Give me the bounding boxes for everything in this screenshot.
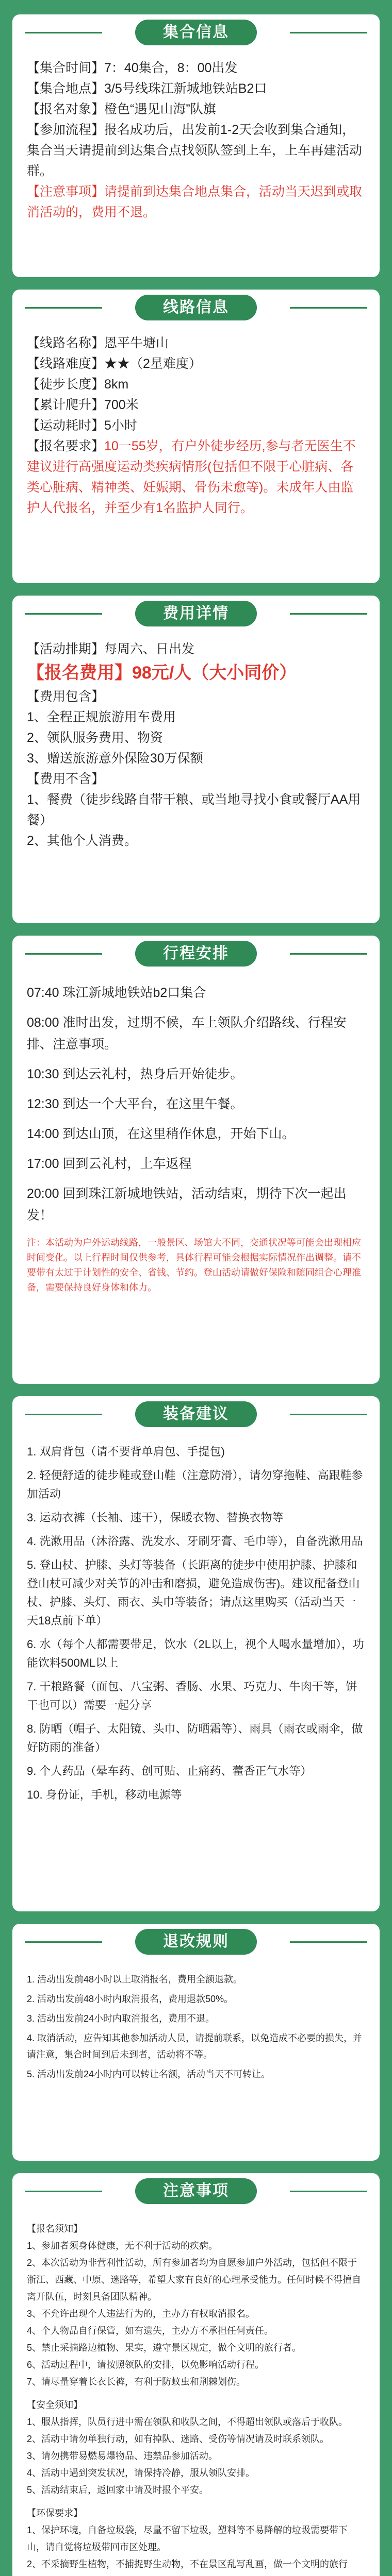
itinerary-item: 20:00 回到珠江新城地铁站，活动结束，期待下次一起出发！ xyxy=(27,1187,347,1223)
notes-block-head: 【安全须知】 xyxy=(27,2400,83,2410)
gather-line: 【参加流程】报名成功后，出发前1-2天会收到集合通知，集合当天请提前到达集合点找领队签到上车，上车再建活动群。 xyxy=(27,123,363,178)
refund-header xyxy=(12,1924,380,1960)
gear-item: 2. 轻便舒适的徒步鞋或登山鞋（注意防滑），请勿穿拖鞋、高跟鞋参加活动 xyxy=(27,1469,363,1500)
fees-excluded-item: 1、餐费（徒步线路自带干粮、或当地寻找小食或餐厅AA用餐） xyxy=(27,792,361,827)
itinerary-item: 08:00 准时出发，过期不候，车上领队介绍路线、行程安排、注意事项。 xyxy=(27,1015,347,1052)
fees-title: 费用详情 xyxy=(135,601,257,626)
notes-line: 3、不允许出现个人违法行为的，主办方有权取消报名。 xyxy=(27,2309,255,2319)
refund-item: 4. 取消活动，应告知其他参加活动人员，请提前联系，以免造成不必要的损失，并请注意，集合时间到后未到者，活动将不等。 xyxy=(27,2033,363,2060)
notes-line: 1、保护环境，自备垃圾袋，尽量不留下垃圾，塑料等不易降解的垃圾需要带下山，请自觉将垃圾带回市区处理。 xyxy=(27,2525,348,2552)
notes-line: 3、请勿携带易燃易爆物品、违禁品参加活动。 xyxy=(27,2451,218,2461)
itinerary-item: 07:40 珠江新城地铁站b2口集合 xyxy=(27,986,206,1000)
route-line: 【线路名称】恩平牛塘山 xyxy=(27,336,169,350)
gear-item: 5. 登山杖、护膝、头灯等装备（长距离的徒步中使用护膝、护膝和登山杖可减少对关节的冲击和磨损，避免造成伤害)。建议配备登山杖、护膝、头灯、雨衣、头巾等装备；请点这里购买（活动当天一天18点前下单） xyxy=(27,1558,360,1627)
fees-price: 【报名费用】98元/人（大小同价） xyxy=(27,663,297,683)
gear-item: 10. 身份证，手机，移动电源等 xyxy=(27,1788,182,1801)
fees-excluded-item: 2、其他个人消费。 xyxy=(27,834,137,848)
gear-item: 8. 防晒（帽子、太阳镜、头巾、防晒霜等）、雨具（雨衣或雨伞，做好防雨的准备） xyxy=(27,1722,363,1754)
refund-item: 1. 活动出发前48小时以上取消报名，费用全额退款。 xyxy=(27,1974,243,1985)
route-line: 【运动耗时】5小时 xyxy=(27,418,137,433)
fees-included-item: 2、领队服务费用、物资 xyxy=(27,731,163,745)
route-title: 线路信息 xyxy=(135,295,257,320)
fees-included-label: 【费用包含】 xyxy=(27,689,105,704)
notes-title: 注意事项 xyxy=(135,2178,257,2204)
gather-header xyxy=(12,14,380,50)
notes-line: 6、活动过程中，请按照领队的安排，以免影响活动行程。 xyxy=(27,2360,265,2370)
notes-line: 5、活动结束后，返回家中请及时报个平安。 xyxy=(27,2485,209,2495)
refund-item: 2. 活动出发前48小时内取消报名，费用退款50%。 xyxy=(27,1994,234,2004)
route-requirement-label: 【报名要求】 xyxy=(27,439,105,453)
gather-card xyxy=(12,14,380,277)
route-header xyxy=(12,290,380,326)
gear-item: 6. 水（每个人都需要带足，饮水（2L以上，视个人喝水量增加），功能饮料500ML以上 xyxy=(27,1638,364,1669)
gear-item: 4. 洗漱用品（沐浴露、洗发水、牙刷牙膏、毛巾等），自备洗漱用品 xyxy=(27,1535,363,1548)
notes-line: 2、活动中请勿单独行动，如有掉队、迷路、受伤等情况请及时联系领队。 xyxy=(27,2434,330,2444)
notes-header xyxy=(12,2173,380,2209)
notes-line: 2、本次活动为非营利性活动，所有参加者均为自愿参加户外活动，包括但不限于浙江、西藏、中原、迷路等，希望大家有良好的心理承受能力。任何时候不得擅自离开队伍，时刻具备团队精神。 xyxy=(27,2258,361,2302)
notes-line: 5、禁止采摘路边植物、果实，遵守景区规定，做个文明的旅行者。 xyxy=(27,2343,302,2353)
notes-card xyxy=(12,2173,380,2576)
notes-line: 7、请尽量穿着长衣长裤，有利于防蚊虫和荆棘划伤。 xyxy=(27,2377,246,2387)
refund-card xyxy=(12,1924,380,2161)
gear-item: 3. 运动衣裤（长袖、速干），保暖衣物、替换衣物等 xyxy=(27,1511,284,1524)
gear-item: 9. 个人药品（晕车药、创可贴、止痛药、藿香正气水等） xyxy=(27,1765,312,1777)
gear-item: 1. 双肩背包（请不要背单肩包、手提包) xyxy=(27,1445,225,1458)
notes-line: 1、参加者须身体健康，无不利于活动的疾病。 xyxy=(27,2241,218,2251)
fees-excluded-label: 【费用不含】 xyxy=(27,772,105,786)
notes-block-head: 【报名须知】 xyxy=(27,2224,83,2234)
itinerary-item: 17:00 回到云礼村，上车返程 xyxy=(27,1157,192,1171)
itinerary-item: 12:30 到达一个大平台，在这里午餐。 xyxy=(27,1097,243,1111)
gear-header xyxy=(12,1396,380,1432)
route-requirement xyxy=(27,436,365,518)
notes-line: 2、不采摘野生植物，不捕捉野生动物，不在景区乱写乱画，做一个文明的旅行 xyxy=(27,2559,348,2569)
refund-title: 退改规则 xyxy=(135,1929,257,1955)
fees-included-item: 3、赠送旅游意外保险30万保额 xyxy=(27,751,203,766)
gather-line: 【集合地点】3/5号线珠江新城地铁站B2口 xyxy=(27,81,267,96)
gather-line: 【报名对象】橙色“遇见山海”队旗 xyxy=(27,102,216,116)
notes-line: 4、个人物品自行保管，如有遗失，主办方不承担任何责任。 xyxy=(27,2326,274,2336)
itinerary-footnote: 注：本活动为户外运动线路，一般景区、场馆大不同，交通状况等可能会出现相应时间变化。以上行程时间仅供参考，具体行程可能会根据实际情况作出调整。请不要带有太过于计划性的安全、省钱、节约。登山活动请做好保险和随同组合心理准备，需要保持良好身体和体力。 xyxy=(27,1238,361,1293)
notes-line: 1、服从指挥，队员行进中需在领队和收队之间，不得超出领队或落后于收队。 xyxy=(27,2417,348,2427)
gather-note: 【注意事项】请提前到达集合地点集合，活动当天迟到或取消活动的，费用不退。 xyxy=(27,184,363,219)
route-line: 【线路难度】★★（2星难度） xyxy=(27,357,202,371)
fees-included-item: 1、全程正规旅游用车费用 xyxy=(27,710,176,724)
fees-header xyxy=(12,596,380,632)
gather-title: 集合信息 xyxy=(135,20,257,45)
route-requirement-text: 10一55岁，有户外徒步经历,参与者无医生不建议进行高强度运动类疾病情形(包括但不限于心脏病、各类心脏病、精神类、妊娠期、骨伤未愈等)。未成年人由监护人代报名，并至少有1名监护人同行。 xyxy=(27,439,356,515)
notes-block-head: 【环保要求】 xyxy=(27,2508,83,2518)
gear-title: 装备建议 xyxy=(135,1401,257,1427)
gear-card xyxy=(12,1396,380,1911)
itinerary-item: 10:30 到达云礼村，热身后开始徒步。 xyxy=(27,1067,243,1081)
itinerary-title: 行程安排 xyxy=(135,941,257,967)
fees-card xyxy=(12,596,380,923)
itinerary-card xyxy=(12,936,380,1384)
refund-item: 3. 活动出发前24小时内取消报名，费用不退。 xyxy=(27,2013,215,2024)
notes-line: 4、活动中遇到突发状况，请保持冷静，服从领队安排。 xyxy=(27,2468,255,2478)
refund-item: 5. 活动出发前24小时内可以转让名额，活动当天不可转让。 xyxy=(27,2069,271,2079)
route-line: 【徒步长度】8km xyxy=(27,377,129,392)
itinerary-header xyxy=(12,936,380,972)
itinerary-item: 14:00 到达山顶，在这里稍作休息，开始下山。 xyxy=(27,1127,295,1141)
route-card xyxy=(12,290,380,583)
gather-line: 【集合时间】7：40集合，8：00出发 xyxy=(27,61,238,75)
fees-schedule: 【活动排期】每周六、日出发 xyxy=(27,642,195,656)
route-line: 【累计爬升】700米 xyxy=(27,398,139,412)
gear-item: 7. 干粮路餐（面包、八宝粥、香肠、水果、巧克力、牛肉干等，饼干也可以）需要一起分享 xyxy=(27,1680,357,1711)
